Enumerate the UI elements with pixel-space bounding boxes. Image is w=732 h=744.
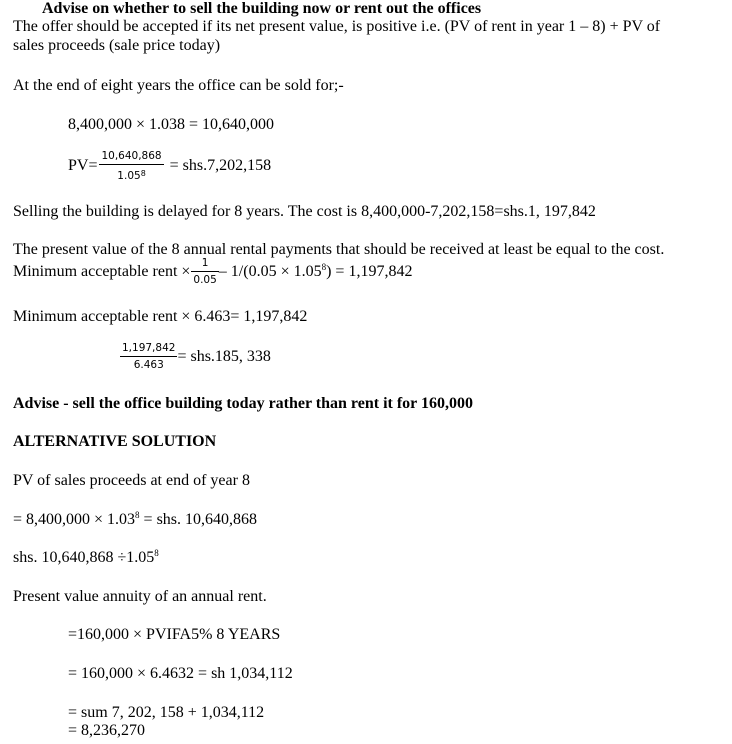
min-rent-result: $\frac{1,197,842}{6.463}$ = shs.185, 338 [122,342,271,372]
section-heading: Advise on whether to sell the building now or rent out the offices [42,0,482,17]
present-value-rental-text: The present value of the 8 annual rental payments that should be received at least be equal to the cost. [13,241,665,258]
pv-numerator: 10,640,868 [99,150,163,165]
pv-result: = shs.7,202,158 [169,157,272,175]
alt-future-value-calc: = $8,400,000 \times 1.03^8$ = shs. 10,640,868 [13,510,258,528]
min-rent-simplified: Minimum acceptable rent × 6.463= 1,197,842 [13,308,308,325]
min-rent-fraction: $\frac{1}{0.05}$ [193,257,217,287]
annuity-label: Present value annuity of an annual rent. [13,588,267,605]
pv-calculation [68,150,271,183]
end-of-eight-years-text: At the end of eight years the office can be sold for;- [13,77,344,94]
pv-sales-proceeds-text: PV of sales proceeds at end of year 8 [13,472,250,489]
intro-paragraph-line-2: sales proceeds (sale price today) [13,37,221,54]
min-rent-result-fraction: $\frac{1,197,842}{6.463}$ [122,342,176,372]
advise-conclusion: Advise - sell the office building today rather than rent it for 160,000 [13,395,473,412]
sum-line: = sum 7, 202, 158 + 1,034,112 [68,704,265,721]
pv-label: PV= [68,157,98,175]
alternative-solution-heading: ALTERNATIVE SOLUTION [13,433,217,450]
alt-pv-calc: shs. $10,640,868 \div 1.05^8$ [13,548,159,566]
min-rent-formula: Minimum acceptable rent × $\frac{1}{0.05}$ – $1/(0.05 \times 1.05^8) = 1,197,842$ [13,257,413,287]
pv-denominator: 1.05$^8$ [117,169,146,182]
annuity-formula: =160,000 × PVIFA5% 8 YEARS [68,626,281,643]
intro-paragraph-line-1: The offer should be accepted if its net present value, is positive i.e. (PV of rent in year 1 – 8) + PV of [13,18,661,35]
selling-delayed-text: Selling the building is delayed for 8 years. The cost is 8,400,000-7,202,158=shs.1, 197,842 [13,203,596,220]
annuity-value: = 160,000 × 6.4632 = sh 1,034,112 [68,665,293,682]
future-value-calculation: 8,400,000 × 1.038 = 10,640,000 [68,116,275,133]
pv-fraction [99,150,163,183]
total-line: = 8,236,270 [68,722,146,739]
